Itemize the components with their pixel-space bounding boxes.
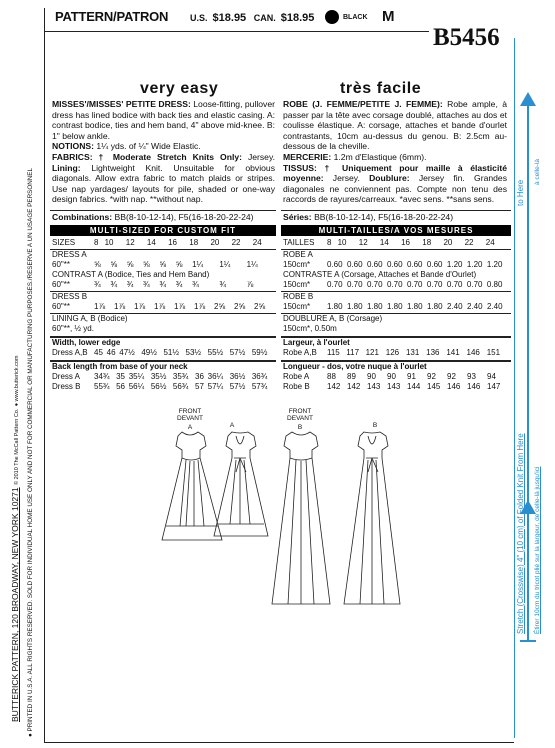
english-back-length-table — [52, 362, 274, 392]
french-yardage-table — [283, 238, 507, 248]
english-yardage-table — [52, 238, 274, 248]
gauge-english-text: Stretch (Crosswise) 4" (10 cm) of Folded Knit From Here — [516, 433, 525, 634]
table-row: 60"** ⅝ ⅝ ⅝ ⅝ ⅝ ⅝ 1¼ 1¼ 1¼ — [52, 260, 258, 269]
price-block: U.S. $18.95 CAN. $18.95 — [190, 12, 315, 24]
english-difficulty: very easy — [140, 80, 219, 97]
table-row: 60"** 1⅞ 1⅞ 1⅞ 1⅞ 1⅞ 1⅞ 2⅝ 2⅝ 2⅝ — [52, 302, 266, 311]
table-row: DRESS B — [52, 292, 88, 301]
english-description: MISSES'/MISSES' PETITE DRESS: Loose-fitting, pullover dress has lined bodice with back ties and elastic casing. A: contrast bodice, ties and hem band, 4" above mid-knee. B: 1" below ankle. NOTIONS: 1¼ yds. of ¼" Wide Elastic. FABRICS: † Moderate Stretch Knits Only: Jersey. Lining: Lightweight Knit. Unsuitable for obvious diagonals. Allow extra fabric to match plaids or stripes. Use nap yardages/ layouts for pile, shaded or one-way design fabrics. *with nap. **without nap. — [52, 99, 276, 205]
stretch-gauge-line — [527, 96, 529, 640]
combo-rule-fr — [281, 210, 511, 211]
combo-rule-en — [50, 210, 276, 211]
figure-label-back-b: B — [372, 422, 378, 429]
dress-a-back-drawing — [214, 432, 268, 536]
table-row: 150cm* 1.80 1.80 1.80 1.80 1.80 1.80 2.40 2.40 2.40 — [283, 302, 503, 311]
header-rule — [44, 31, 429, 32]
english-sizing-bar: MULTI-SIZED FOR CUSTOM FIT — [50, 225, 276, 236]
dress-b-back-drawing — [344, 432, 400, 604]
combinations: Combinations: BB(8-10-12-14), F5(16-18-20-22-24) — [52, 212, 254, 222]
table-row: LINING A, B (Bodice) — [52, 314, 128, 323]
gauge-border-line — [514, 38, 515, 738]
size-code: M — [382, 8, 395, 25]
table-row: Back length from base of your neck — [52, 362, 188, 371]
table-row: ROBE A — [283, 250, 313, 259]
french-doublure — [283, 314, 507, 334]
dress-b-front-drawing — [272, 432, 330, 604]
table-row: 150cm*, 0.50m — [283, 324, 337, 333]
figure-label-front-a: FRONT DEVANT A — [177, 408, 203, 431]
figure-label-front-b: FRONT DEVANT B — [287, 408, 313, 431]
dress-illustrations — [160, 428, 430, 608]
french-robe-a — [283, 250, 507, 290]
table-row: CONTRAST A (Bodice, Ties and Hem Band) — [52, 270, 210, 279]
arrow-up-icon — [520, 92, 536, 106]
table-row: Robe A 88 89 90 90 91 92 92 93 94 — [283, 372, 496, 381]
table-row: ROBE B — [283, 292, 314, 301]
table-row: DRESS A — [52, 250, 87, 259]
gauge-french-text: Étirer 10cm du tricot plié sur la largeur, de celle-là jusqu'ici — [534, 466, 541, 634]
table-row: 60"**, ½ yd. — [52, 324, 94, 333]
french-largeur-table — [283, 338, 507, 358]
table-row: Dress B 55¾ 56 56¼ 56½ 56¾ 57 57¼ 57½ 57¾ — [52, 382, 268, 391]
english-lining — [52, 314, 274, 334]
english-dress-a — [52, 250, 274, 290]
gauge-french-short: à celle-là — [534, 158, 541, 185]
sidebar-rights: ● PRINTED IN U.S.A. ALL RIGHTS RESERVED. SOLD FOR INDIVIDUAL HOME USE ONLY AND NOT FOR COMMERCIAL OR MANUFACTURING PURPOSES./RESERVE A UN USAGE PERSONNEL — [27, 167, 34, 737]
table-row: DOUBLURE A, B (Corsage) — [283, 314, 383, 323]
table-row: Dress A 34¾ 35 35¼ 35½ 35¾ 36 36¼ 36½ 36¾ — [52, 372, 268, 381]
sidebar-publisher: BUTTERICK PATTERN, 120 BROADWAY, NEW YORK 10271 © 2010 The McCall Pattern Co. ● www.butterick.com — [10, 355, 20, 722]
french-difficulty: très facile — [340, 80, 422, 97]
english-dress-b — [52, 292, 274, 312]
table-row: SIZES 8 10 12 14 16 18 20 22 24 — [52, 238, 262, 247]
table-row: CONTRASTE A (Corsage, Attaches et Bande d'Ourlet) — [283, 270, 477, 279]
table-row: Longueur - dos, votre nuque à l'ourlet — [283, 362, 427, 371]
french-sizing-bar: MULTI-TAILLES/A VOS MESURES — [281, 225, 511, 236]
english-width-table — [52, 338, 274, 358]
left-border — [44, 8, 45, 742]
color-dot-icon — [325, 10, 339, 24]
gauge-end-tick — [520, 640, 536, 642]
figure-label-back-a: A — [229, 422, 235, 429]
series: Séries: BB(8-10-12-14), F5(16-18-20-22-24) — [283, 212, 454, 222]
table-row: 150cm* 0.70 0.70 0.70 0.70 0.70 0.70 0.70 0.70 0.80 — [283, 280, 503, 289]
pattern-number: B5456 — [433, 24, 500, 51]
table-row: TAILLES 8 10 12 14 16 18 20 22 24 — [283, 238, 495, 247]
table-row: Dress A,B 45 46 47½ 49½ 51½ 53½ 55½ 57½ 59½ — [52, 348, 268, 357]
dress-a-front-drawing — [162, 432, 222, 540]
brand-label: PATTERN/PATRON — [55, 9, 169, 24]
gauge-to-here: to Here — [516, 179, 525, 206]
table-row: 150cm* 0.60 0.60 0.60 0.60 0.60 0.60 1.20 1.20 1.20 — [283, 260, 503, 269]
french-longueur-table — [283, 362, 507, 392]
bottom-border — [44, 742, 514, 743]
table-row: Robe B 142 142 143 143 144 145 146 146 147 — [283, 382, 501, 391]
table-row: 60"** ¾ ¾ ¾ ¾ ¾ ¾ ¾ ¾ ⅞ — [52, 280, 254, 289]
french-robe-b — [283, 292, 507, 312]
french-description: ROBE (J. FEMME/PETITE J. FEMME): Robe ample, à passer par la tête avec corsage doublé, attaches au dos et coulisse élastique. A: corsage, attaches et bande d'ourlet contrastants, 10cm au-dessus du genou. B: 2.5cm au-dessous de la cheville. MERCERIE: 1.2m d'Elastique (6mm). TISSUS: † Uniquement pour maille à élasticité moyenne: Jersey. Doublure: Jersey fin. Grandes diagonales ne conviennent pas. Compte non tenu des raccords de rayures/carreaux. *avec sens. **sans sens. — [283, 99, 507, 205]
color-label: BLACK — [343, 14, 368, 21]
table-row: Width, lower edge — [52, 338, 121, 347]
table-row: Robe A,B 115 117 121 126 131 136 141 146 151 — [283, 348, 501, 357]
table-row: Largeur, à l'ourlet — [283, 338, 350, 347]
